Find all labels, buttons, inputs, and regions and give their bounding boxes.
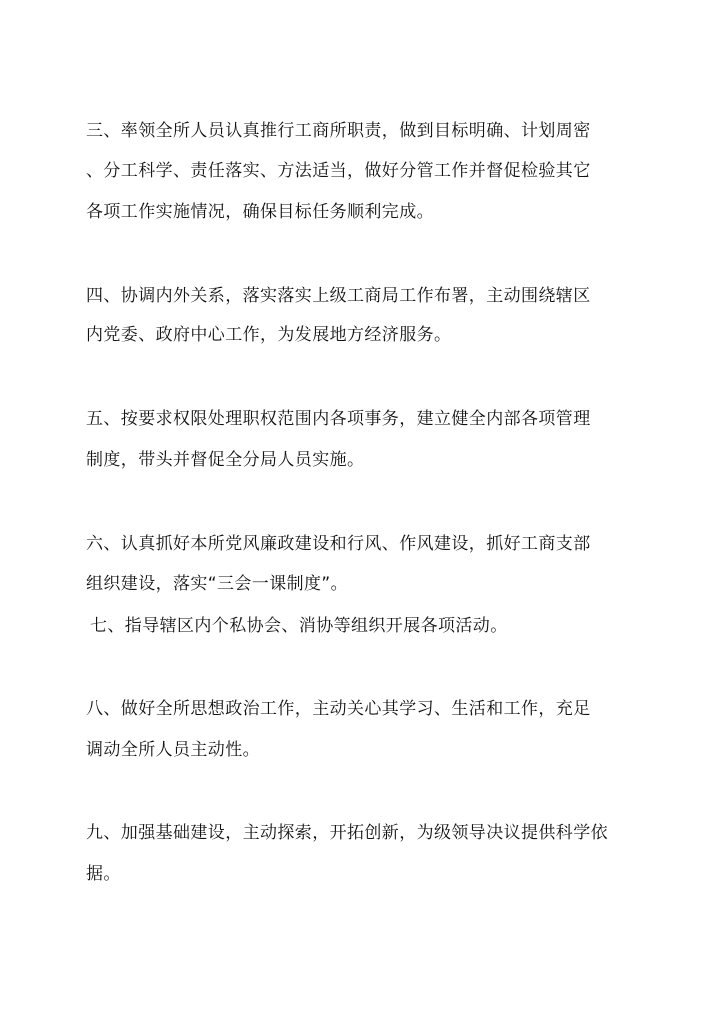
paragraph-8-line-1: 八、做好全所思想政治工作，主动关心其学习、生活和工作，充足 xyxy=(86,699,591,719)
paragraph-3-line-1: 三、率领全所人员认真推行工商所职责，做到目标明确、计划周密 xyxy=(86,121,591,141)
paragraph-9-line-2: 据。 xyxy=(86,864,121,884)
paragraph-3-line-3: 各项工作实施情况，确保目标任务顺利完成。 xyxy=(86,202,434,222)
paragraph-3-line-2: 、分工科学、责任落实、方法适当，做好分管工作并督促检验其它 xyxy=(86,161,591,181)
paragraph-5-line-2: 制度，带头并督促全分局人员实施。 xyxy=(86,450,365,470)
paragraph-6-line-1: 六、认真抓好本所党风廉政建设和行风、作风建设，抓好工商支部 xyxy=(86,534,591,554)
paragraph-4-line-2: 内党委、政府中心工作，为发展地方经济服务。 xyxy=(86,325,452,345)
paragraph-5-line-1: 五、按要求权限处理职权范围内各项事务，建立健全内部各项管理 xyxy=(86,409,591,429)
paragraph-6-line-2: 组织建设，落实“三会一课制度”。 xyxy=(86,574,349,594)
paragraph-8-line-2: 调动全所人员主动性。 xyxy=(86,740,260,760)
paragraph-7-line-1: 七、指导辖区内个私协会、消协等组织开展各项活动。 xyxy=(90,616,508,636)
paragraph-4-line-1: 四、协调内外关系，落实落实上级工商局工作布署，主动围绕辖区 xyxy=(86,286,591,306)
paragraph-9-line-1: 九、加强基础建设，主动探索，开拓创新，为级领导决议提供科学依 xyxy=(86,823,608,843)
